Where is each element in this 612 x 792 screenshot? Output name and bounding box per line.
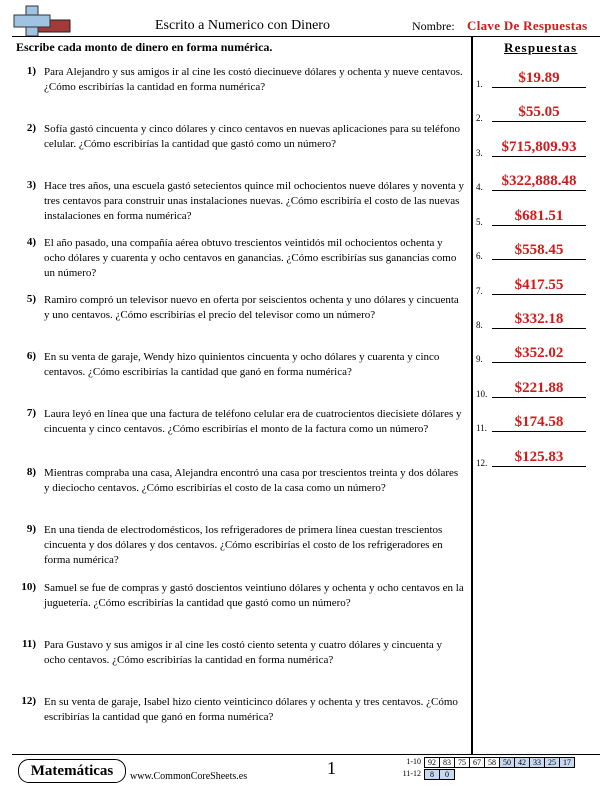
question-text: Para Gustavo y sus amigos ir al cine les costó ciento setenta y cuatro dólares y cincuenta y ocho centavos. ¿Cómo escribirías la cantidad en forma numérica? bbox=[44, 639, 443, 666]
page-number: 1 bbox=[327, 758, 336, 778]
answer-line bbox=[492, 190, 586, 191]
question-number: 10) bbox=[21, 581, 36, 593]
website-text: www.CommonCoreSheets.es bbox=[130, 771, 248, 782]
question-text: Mientras compraba una casa, Alejandra encontró una casa por trescientos treinta y dos dólares y dieciocho centavos. ¿Cómo escribirías el costo de la casa como un número? bbox=[44, 467, 459, 494]
score-cell: 17 bbox=[560, 758, 575, 768]
question-text: Para Alejandro y sus amigos ir al cine les costó diecinueve dólares y ochenta y nueve centavos. ¿Cómo escribirías la cantidad en forma numérica? bbox=[44, 66, 463, 93]
question-number: 6) bbox=[26, 350, 36, 362]
answer-line bbox=[492, 328, 586, 329]
answer-number: 10. bbox=[476, 389, 488, 399]
score-table-row-2 bbox=[424, 769, 455, 780]
answer-value: $322,888.48 bbox=[501, 173, 577, 189]
answer-value: $174.58 bbox=[514, 414, 564, 430]
question-text: Hace tres años, una escuela gastó setecientos quince mil ochocientos nueve dólares y noventa y tres centavos para construir unas instalaciones nuevas. ¿Cómo escribiría el costo de las nuevas instalaciones en forma numérica? bbox=[44, 180, 464, 222]
answer-line bbox=[492, 362, 586, 363]
score-cell: 42 bbox=[515, 758, 530, 768]
answer-value: $19.89 bbox=[518, 70, 560, 86]
answer-number: 4. bbox=[476, 182, 483, 192]
answer-value: $55.05 bbox=[518, 104, 560, 120]
brand-badge: Matemáticas bbox=[18, 759, 126, 783]
question-text: Laura leyó en línea que una factura de teléfono celular era de cuatrocientos diecisiete dólares y cincuenta y cinco centavos. ¿Cómo escribirías el monto de la factura como un número? bbox=[44, 408, 462, 435]
answer-line bbox=[492, 294, 586, 295]
answer-number: 3. bbox=[476, 148, 483, 158]
answer-value: $352.02 bbox=[514, 345, 564, 361]
answer-number: 8. bbox=[476, 320, 483, 330]
answer-item bbox=[476, 139, 600, 159]
score-cell: 67 bbox=[470, 758, 485, 768]
answers-title: Respuestas bbox=[504, 40, 578, 55]
answer-item bbox=[476, 277, 600, 297]
answer-item bbox=[476, 311, 600, 331]
question-text: En una tienda de electrodomésticos, los refrigeradores de primera línea cuestan trescientos cincuenta y dos dólares y dos centavos. ¿Cómo escribirías el costo de los refrigeradores en forma numérica? bbox=[44, 524, 443, 566]
answer-line bbox=[492, 156, 586, 157]
answer-value: $125.83 bbox=[514, 449, 564, 465]
answer-number: 9. bbox=[476, 354, 483, 364]
question-number: 9) bbox=[26, 523, 36, 535]
question-text: Samuel se fue de compras y gastó doscientos veintiuno dólares y ochenta y ocho centavos en la juguetería. ¿Cómo escribirías la cantidad que gastó como un número? bbox=[44, 582, 464, 609]
question-text: En su venta de garaje, Wendy hizo quinientos cincuenta y ocho dólares y cuarenta y cinco centavos. ¿Cómo escribirías la cantidad que ganó en forma numérica? bbox=[44, 351, 440, 378]
column-divider bbox=[471, 36, 473, 754]
score-cell: 25 bbox=[545, 758, 560, 768]
question-number: 2) bbox=[26, 122, 36, 134]
answer-value: $417.55 bbox=[514, 277, 564, 293]
name-value: Clave De Respuestas bbox=[467, 18, 588, 33]
answer-item bbox=[476, 380, 600, 400]
score-cell: 75 bbox=[455, 758, 470, 768]
answer-number: 11. bbox=[476, 423, 487, 433]
score-row-label: 1-10 bbox=[406, 757, 421, 766]
name-label: Nombre: bbox=[412, 19, 455, 33]
question-text: El año pasado, una compañía aérea obtuvo trescientos veintidós mil ochocientos ochenta y ocho dólares y cuarenta y ocho centavos en ganancias. ¿Cómo escribirías sus ganancias como un número? bbox=[44, 237, 457, 279]
answer-item bbox=[476, 449, 600, 469]
worksheet-title: Escrito a Numerico con Dinero bbox=[155, 18, 330, 33]
answer-value: $715,809.93 bbox=[501, 139, 577, 155]
answer-item bbox=[476, 242, 600, 262]
score-cell: 8 bbox=[425, 770, 440, 780]
answer-number: 12. bbox=[476, 458, 488, 468]
question-number: 7) bbox=[26, 407, 36, 419]
question-text: Ramiro compró un televisor nuevo en oferta por seiscientos ochenta y uno dólares y cincuenta y uno centavos. ¿Cómo escribirías el precio del televisor como un número? bbox=[44, 294, 459, 321]
answer-item bbox=[476, 208, 600, 228]
question-text: En su venta de garaje, Isabel hizo ciento veinticinco dólares y ochenta y tres centavos. ¿Cómo escribirías la cantidad que ganó en forma numérica? bbox=[44, 696, 458, 723]
answer-line bbox=[492, 259, 586, 260]
question-number: 11) bbox=[21, 638, 36, 650]
answer-value: $681.51 bbox=[514, 208, 564, 224]
instructions: Escribe cada monto de dinero en forma numérica. bbox=[16, 40, 273, 54]
answer-item bbox=[476, 345, 600, 365]
question-number: 3) bbox=[26, 179, 36, 191]
score-cell: 83 bbox=[440, 758, 455, 768]
score-table-row-1 bbox=[424, 757, 575, 768]
question-number: 12) bbox=[21, 695, 36, 707]
answer-item bbox=[476, 414, 600, 434]
footer-rule bbox=[12, 754, 600, 755]
score-cell: 0 bbox=[440, 770, 455, 780]
question-text: Sofía gastó cincuenta y cinco dólares y cinco centavos en nuevas aplicaciones para su teléfono celular. ¿Cómo escribirías la cantidad que gastó como un número? bbox=[44, 123, 461, 150]
score-cell: 58 bbox=[485, 758, 500, 768]
answer-item bbox=[476, 104, 600, 124]
header-rule bbox=[12, 36, 600, 37]
answer-value: $332.18 bbox=[514, 311, 564, 327]
score-cell: 50 bbox=[500, 758, 515, 768]
question-number: 4) bbox=[26, 236, 36, 248]
question-number: 1) bbox=[26, 65, 36, 77]
score-cell: 92 bbox=[425, 758, 440, 768]
answer-number: 5. bbox=[476, 217, 483, 227]
answer-number: 1. bbox=[476, 79, 483, 89]
answer-line bbox=[492, 121, 586, 122]
answer-line bbox=[492, 87, 586, 88]
question-number: 8) bbox=[26, 466, 36, 478]
answer-line bbox=[492, 397, 586, 398]
answer-line bbox=[492, 225, 586, 226]
answer-number: 6. bbox=[476, 251, 483, 261]
score-cell: 33 bbox=[530, 758, 545, 768]
answer-number: 2. bbox=[476, 113, 483, 123]
question-number: 5) bbox=[26, 293, 36, 305]
answer-line bbox=[492, 466, 586, 467]
answer-item bbox=[476, 173, 600, 193]
answer-value: $221.88 bbox=[514, 380, 564, 396]
answer-value: $558.45 bbox=[514, 242, 564, 258]
answer-line bbox=[492, 431, 586, 432]
score-row-label: 11-12 bbox=[402, 769, 421, 778]
plus-logo-icon bbox=[12, 4, 72, 36]
answer-number: 7. bbox=[476, 286, 483, 296]
answer-item bbox=[476, 70, 600, 90]
